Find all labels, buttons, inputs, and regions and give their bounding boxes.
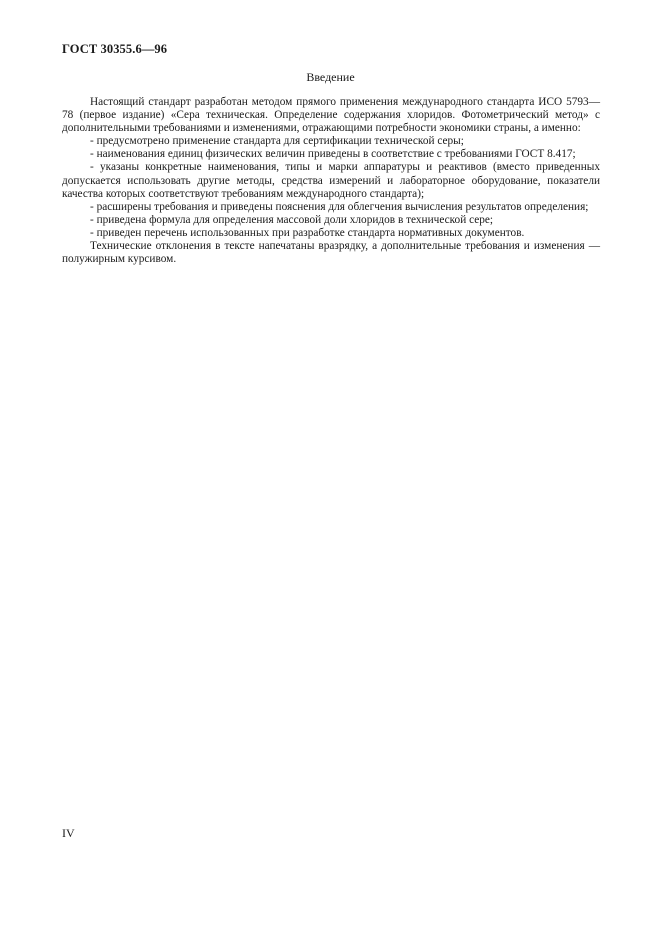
page-number: IV xyxy=(62,826,75,840)
paragraph-list-item: - указаны конкретные наименования, типы и марки аппаратуры и реактивов (вместо приведенных допускается использовать другие методы, средства измерений и лабораторное оборудование, показатели качества которых соответствуют требованиям международного стандарта); xyxy=(62,161,600,200)
paragraph-list-item: - приведена формула для определения массовой доли хлоридов в технической сере; xyxy=(90,213,494,226)
paragraph-list-item: - предусмотрено применение стандарта для сертификации технической серы; xyxy=(90,135,464,148)
section-title: Введение xyxy=(306,70,355,84)
paragraph-list-item: - наименования единиц физических величин приведены в соответствие с требованиями ГОСТ 8.417; xyxy=(90,148,576,161)
paragraph-list-item: - расширены требования и приведены пояснения для облегчения вычисления результатов определения; xyxy=(90,200,589,213)
document-body xyxy=(62,96,600,266)
document-header: ГОСТ 30355.6—96 xyxy=(62,42,168,56)
paragraph-list-item: - приведен перечень использованных при разработке стандарта нормативных документов. xyxy=(90,226,525,239)
paragraph-closing: Технические отклонения в тексте напечатаны вразрядку, а дополнительные требования и изменения — полужирным курсивом. xyxy=(62,240,600,266)
paragraph-intro: Настоящий стандарт разработан методом прямого применения международного стандарта ИСО 5793—78 (первое издание) «Сера техническая. Определение содержания хлоридов. Фотометрический метод» с дополнительными требованиями и изменениями, отражающими потребности экономики страны, а именно: xyxy=(62,96,600,135)
